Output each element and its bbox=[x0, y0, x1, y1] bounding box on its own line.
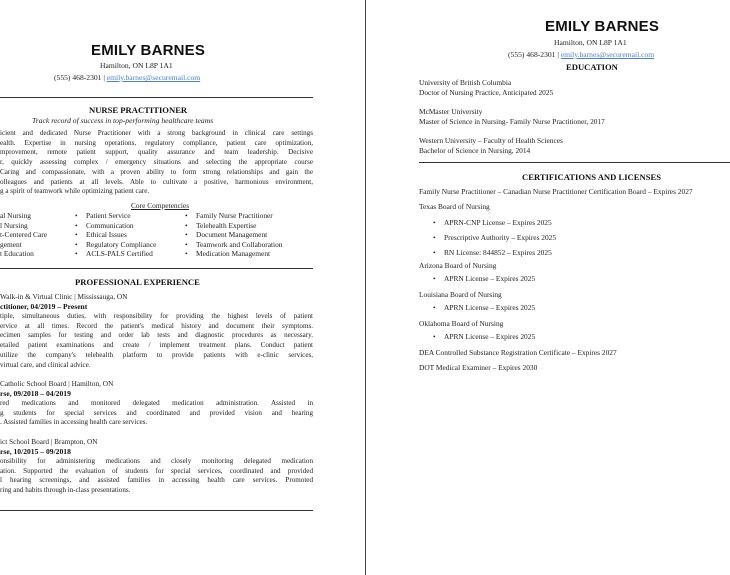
arizona-board: Arizona Board of Nursing bbox=[419, 261, 497, 270]
job-description bbox=[0, 457, 313, 496]
louisiana-board: Louisiana Board of Nursing bbox=[419, 290, 502, 299]
divider-rule bbox=[419, 162, 730, 163]
job-line: ervice at all times. Record the patient's medical history and document their symptoms. bbox=[0, 321, 313, 330]
list-item: • Ethical Issues bbox=[86, 230, 156, 240]
list-item: gement bbox=[0, 239, 22, 249]
summary-line: r, quickly assessing complex / emergency situations and selecting the appropriate course bbox=[0, 158, 313, 167]
list-item: t Education bbox=[0, 249, 34, 259]
list-item: • Medication Management bbox=[196, 249, 283, 259]
texas-board: Texas Board of Nursing bbox=[419, 202, 490, 211]
job-line: onsibility for administering medications and closely monitoring delegated medication bbox=[0, 457, 313, 465]
job-line: ation. Supported the evaluation of students for special services, coordinated and provided bbox=[0, 466, 313, 475]
list-item: • Teamwork and Collaboration bbox=[196, 240, 283, 250]
job-line: utilize the company's telehealth platform to provide patients with e-clinic services, bbox=[0, 350, 313, 359]
list-item: • Telehealth Expertise bbox=[196, 221, 283, 231]
oklahoma-licenses bbox=[444, 332, 535, 342]
oklahoma-board: Oklahoma Board of Nursing bbox=[419, 319, 504, 328]
summary-line: mprovement, remote patient support, quality assurance and team leadership. Decisive bbox=[0, 148, 313, 157]
education-degree: Bachelor of Science in Nursing, 2014 bbox=[419, 146, 531, 155]
list-item: • RN License: 844852 – Expires 2025 bbox=[444, 245, 556, 260]
resume-name: EMILY BARNES bbox=[545, 18, 660, 35]
list-item: • Communication bbox=[86, 221, 156, 231]
divider-rule bbox=[0, 268, 313, 269]
list-item: • APRN License – Expires 2025 bbox=[444, 274, 535, 284]
competencies-col-2 bbox=[86, 211, 156, 259]
list-item: • APRN License – Expires 2025 bbox=[444, 303, 535, 313]
section-title-nurse-practitioner: NURSE PRACTITIONER bbox=[89, 105, 188, 115]
resume-name: EMILY BARNES bbox=[91, 42, 206, 59]
list-item: • APRN License – Expires 2025 bbox=[444, 332, 535, 342]
dea-certificate: DEA Controlled Substance Registration Certificate – Expires 2027 bbox=[419, 348, 617, 357]
list-item: l Nursing bbox=[0, 220, 28, 230]
list-item: • Family Nurse Practitioner bbox=[196, 211, 283, 221]
job-line: l hearing screenings, and assisted families in accessing health care services. Promoted bbox=[0, 476, 313, 485]
summary-line: olleagues and patients at all levels. Able to cultivate a positive, harmonious environment, bbox=[0, 177, 313, 186]
phone: (555) 468-2301 | bbox=[54, 73, 105, 82]
job-description bbox=[0, 312, 313, 370]
contact-line bbox=[508, 51, 654, 59]
job-line: virtual care, and clinical advice. bbox=[0, 360, 91, 369]
job-org: Catholic School Board | Hamilton, ON bbox=[0, 379, 114, 388]
job-line: red medications and monitored delegated medication administration. Assisted in bbox=[0, 399, 313, 407]
dot-examiner: DOT Medical Examiner – Expires 2030 bbox=[419, 363, 538, 372]
competencies-col-1 bbox=[0, 211, 47, 259]
list-item: t-Centered Care bbox=[0, 230, 47, 240]
tagline: Track record of success in top-performing healthcare teams bbox=[32, 116, 214, 125]
section-title-certifications: CERTIFICATIONS AND LICENSES bbox=[522, 172, 661, 182]
arizona-licenses bbox=[444, 274, 535, 284]
divider-rule bbox=[0, 510, 313, 511]
education-school: University of British Columbia bbox=[419, 78, 512, 87]
section-title-education: EDUCATION bbox=[566, 62, 618, 72]
resume-address: Hamilton, ON L8P 1A1 bbox=[554, 38, 627, 47]
summary-line: Caring and compassionate, with a proven ability to form strong relationships and gain the bbox=[0, 167, 313, 176]
email-link[interactable]: emily.barnes@securemail.com bbox=[560, 50, 655, 59]
education-degree: Doctor of Nursing Practice, Anticipated 2025 bbox=[419, 88, 554, 97]
texas-licenses bbox=[444, 215, 556, 260]
core-competencies-title: Core Competencies bbox=[131, 201, 190, 210]
job-line: ecimen samples for testing and order lab tests and diagnostic procedures as necessary. bbox=[0, 331, 313, 340]
fnp-certification: Family Nurse Practitioner – Canadian Nurse Practitioner Certification Board – Expires 2027 bbox=[419, 187, 693, 196]
job-description bbox=[0, 399, 313, 428]
education-school: McMaster University bbox=[419, 107, 483, 116]
job-line: tiple, simultaneous duties, with responsibility for providing the highest levels of patient bbox=[0, 312, 313, 320]
section-title-experience: PROFESSIONAL EXPERIENCE bbox=[75, 277, 200, 287]
job-role: ctitioner, 04/2019 – Present bbox=[0, 302, 88, 311]
summary-line: g a spirit of teamwork while optimizing patient care. bbox=[0, 187, 150, 196]
job-line: . Assisted families in accessing health care services. bbox=[0, 418, 148, 427]
summary-line: ealth. Expertise in nursing operations, regulatory compliance, patient care optimization, bbox=[0, 138, 313, 147]
job-line: g students for special services and coordinated and provided vision and hearing bbox=[0, 408, 313, 417]
summary-paragraph bbox=[0, 129, 313, 197]
job-line: etailed patient examinations and create / implement treatment plans. Conduct patient bbox=[0, 341, 313, 350]
job-role: rse, 09/2018 – 04/2019 bbox=[0, 389, 71, 398]
louisiana-licenses bbox=[444, 303, 535, 313]
email-link[interactable]: emily.barnes@securemail.com bbox=[106, 73, 201, 82]
education-school: Western University – Faculty of Health Sciences bbox=[419, 136, 563, 145]
resume-address: Hamilton, ON L8P 1A1 bbox=[100, 61, 173, 70]
contact-line bbox=[54, 74, 200, 82]
list-item: • Patient Service bbox=[86, 211, 156, 221]
list-item: al Nursing bbox=[0, 211, 31, 220]
job-org: ict School Board | Brampton, ON bbox=[0, 437, 98, 446]
summary-line: icient and dedicated Nurse Practitioner with a strong background in clinical care settings bbox=[0, 129, 313, 137]
list-item: • Document Management bbox=[196, 230, 283, 240]
job-line: ring and habits through in-class presentations. bbox=[0, 486, 131, 495]
phone: (555) 468-2301 | bbox=[508, 50, 559, 59]
resume-page-2 bbox=[366, 0, 730, 575]
divider-rule bbox=[0, 97, 313, 98]
list-item: • ACLS-PALS Certified bbox=[86, 249, 156, 259]
education-degree: Master of Science in Nursing- Family Nurse Practitioner, 2017 bbox=[419, 117, 605, 126]
job-role: rse, 10/2015 – 09/2018 bbox=[0, 447, 71, 456]
job-org: Walk-in & Virtual Clinic | Mississauga, ON bbox=[0, 292, 128, 301]
list-item: • Prescriptive Authority – Expires 2025 bbox=[444, 230, 556, 245]
competencies-col-3 bbox=[196, 211, 283, 259]
list-item: • Regulatory Compliance bbox=[86, 240, 156, 250]
list-item: • APRN-CNP License – Expires 2025 bbox=[444, 215, 556, 230]
